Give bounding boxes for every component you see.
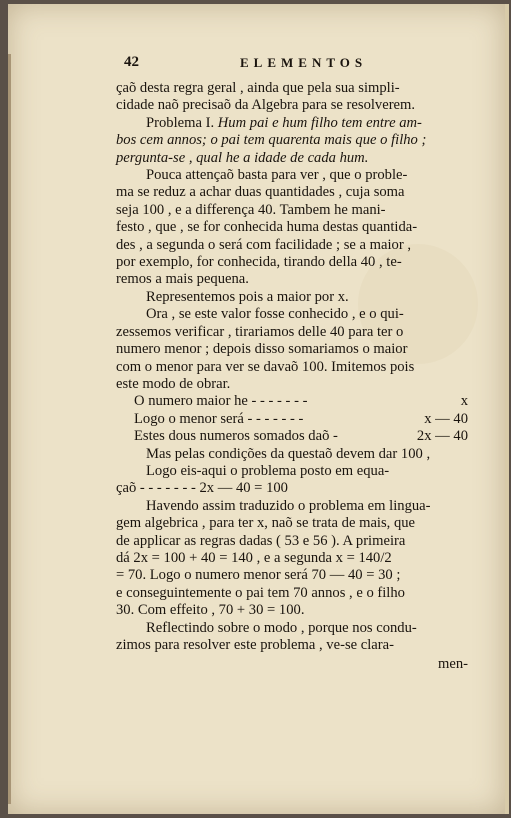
text-line: Representemos pois a maior por x. bbox=[146, 288, 349, 305]
problem-text: bos cem annos; o pai tem quarenta mais que o filho ; bbox=[116, 132, 427, 149]
text-line: çaõ desta regra geral , ainda que pela sua simpli- bbox=[116, 80, 400, 96]
equation-value: 2x — 40 bbox=[416, 428, 468, 445]
page-header bbox=[116, 50, 468, 80]
text-line: 30. Com effeito , 70 + 30 = 100. bbox=[116, 602, 305, 619]
text-line: dá 2x = 100 + 40 = 140 , e a segunda x = 140/2 bbox=[116, 549, 392, 566]
book-page bbox=[8, 4, 509, 814]
text-line: Ora , se este valor fosse conhecido , e o qui- bbox=[146, 306, 404, 323]
text-line: des , a segunda o será com facilidade ; se a maior , bbox=[116, 236, 412, 253]
problem-label: Problema I. bbox=[146, 114, 215, 131]
text-line: este modo de obrar. bbox=[116, 375, 231, 392]
equation-line bbox=[116, 411, 468, 428]
equation-label: Estes dous numeros somados daõ - bbox=[134, 428, 338, 445]
problem-statement bbox=[116, 115, 468, 132]
text-line: com o menor para ver se davaõ 100. Imitemos pois bbox=[116, 358, 415, 375]
catchword: men- bbox=[438, 656, 468, 673]
text-line: zimos para resolver este problema , ve-se clara- bbox=[116, 637, 394, 653]
page-text bbox=[116, 50, 468, 674]
text-line: Reflectindo sobre o modo , porque nos condu- bbox=[146, 619, 417, 636]
equation-value: x bbox=[460, 393, 468, 410]
text-line: = 70. Logo o numero menor será 70 — 40 = 30 ; bbox=[116, 567, 401, 584]
text-line: Mas pelas condições da questaõ devem dar 100 , bbox=[146, 445, 431, 462]
text-line: ma se reduz a achar duas quantidades , cuja soma bbox=[116, 184, 405, 201]
problem-text: Hum pai e hum filho tem entre am- bbox=[217, 114, 422, 131]
text-line: çaõ - - - - - - - 2x — 40 = 100 bbox=[116, 480, 288, 497]
text-line: e conseguintemente o pai tem 70 annos , e o filho bbox=[116, 584, 405, 601]
text-line: por exemplo, for conhecida, tirando della 40 , te- bbox=[116, 254, 402, 271]
equation-line bbox=[116, 428, 468, 445]
text-line: festo , que , se for conhecida huma destas quantida- bbox=[116, 219, 418, 236]
text-line: numero menor ; depois disso somariamos o maior bbox=[116, 341, 408, 358]
text-line: cidade naõ precisaõ da Algebra para se resolverem. bbox=[116, 97, 416, 114]
text-line: remos a mais pequena. bbox=[116, 271, 249, 288]
text-line: Pouca attençaõ basta para ver , que o proble- bbox=[146, 167, 408, 184]
equation-label: Logo o menor será - - - - - - - bbox=[134, 410, 304, 427]
text-line: zessemos verificar , tirariamos delle 40 para ter o bbox=[116, 323, 404, 340]
text-line: seja 100 , e a differença 40. Tambem he mani- bbox=[116, 201, 386, 218]
running-title: ELEMENTOS bbox=[240, 55, 368, 70]
equation-line bbox=[116, 393, 468, 410]
text-line: Havendo assim traduzido o problema em lingua- bbox=[146, 497, 431, 514]
text-line: de applicar as regras dadas ( 53 e 56 ). A primeira bbox=[116, 532, 406, 549]
page-number: 42 bbox=[124, 54, 139, 70]
equation-value: x — 40 bbox=[424, 410, 468, 427]
text-line: gem algebrica , para ter x, naõ se trata de mais, que bbox=[116, 515, 416, 532]
text-line: Logo eis-aqui o problema posto em equa- bbox=[146, 462, 390, 479]
equation-label: O numero maior he - - - - - - - bbox=[134, 393, 308, 410]
problem-text: pergunta-se , qual he a idade de cada hum. bbox=[116, 149, 369, 166]
